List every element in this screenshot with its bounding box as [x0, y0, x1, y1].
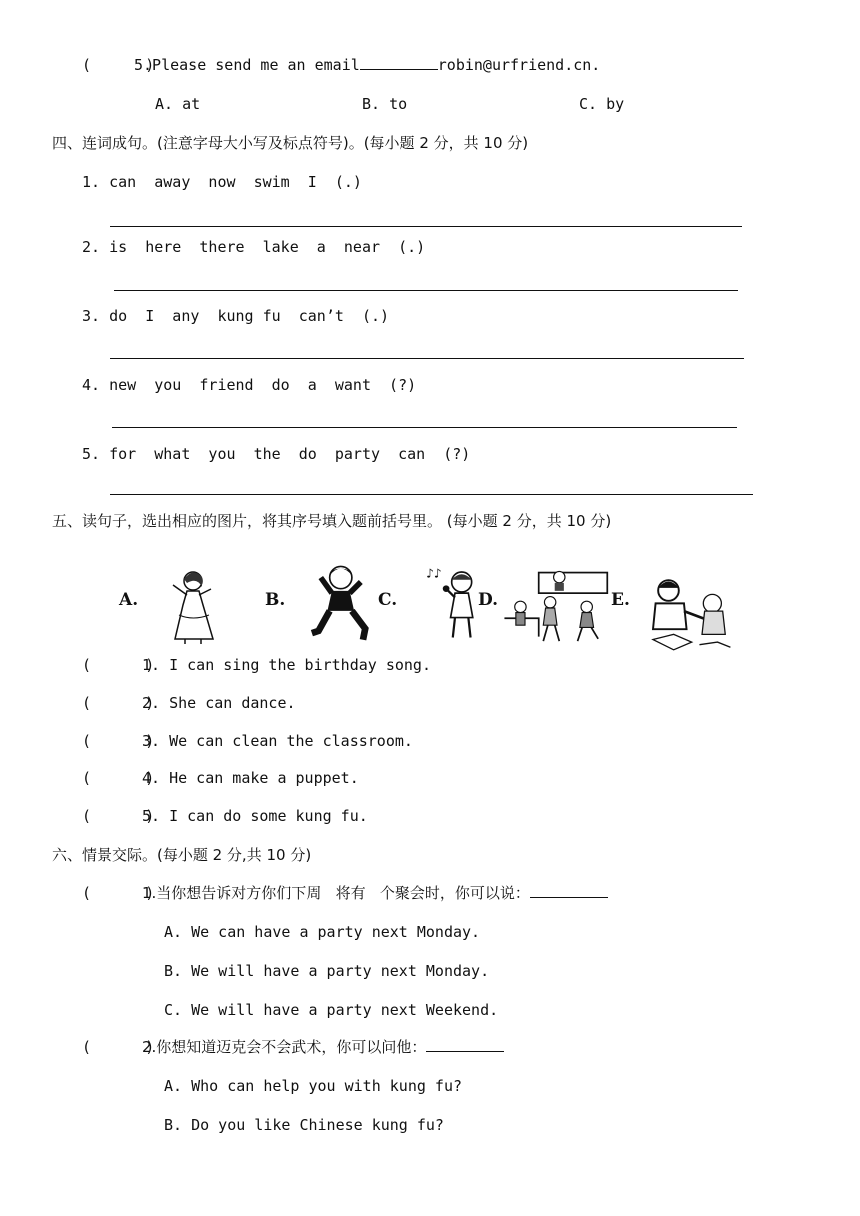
question-1 — [142, 883, 608, 903]
svg-text:♪♪: ♪♪ — [426, 566, 442, 581]
question-2 — [142, 1037, 504, 1057]
answer-paren[interactable]: ( ) — [82, 694, 155, 712]
answer-line[interactable] — [110, 358, 744, 359]
picture-label-a: A. — [119, 590, 139, 610]
question-prompt: 1.当你想告诉对方你们下周 将有 个聚会时，你可以说： — [142, 884, 530, 902]
cleaning-classroom-picture — [497, 568, 617, 648]
option-a[interactable]: A. We can have a party next Monday. — [164, 923, 481, 941]
match-item: 1. I can sing the birthday song. — [142, 656, 431, 674]
match-item: 5. I can do some kung fu. — [142, 807, 368, 825]
answer-blank[interactable] — [530, 883, 608, 898]
section-heading: 五、读句子，选出相应的图片，将其序号填入题前括号里。 (每小题 2 分，共 10 分) — [52, 512, 612, 530]
picture-label-d: D. — [478, 590, 499, 610]
option-b[interactable]: B. Do you like Chinese kung fu? — [164, 1116, 444, 1134]
question-text-tail: robin@urfriend.cn. — [437, 56, 601, 74]
answer-paren[interactable]: ( ) — [82, 884, 155, 902]
word-order-item: 2. is here there lake a near (.) — [82, 238, 426, 256]
question-prompt: 2.你想知道迈克会不会武术，你可以问他： — [142, 1038, 427, 1056]
answer-paren[interactable]: ( ) — [82, 769, 155, 787]
answer-paren[interactable]: ( ) — [82, 807, 155, 825]
making-puppet-picture — [633, 575, 753, 655]
answer-paren[interactable]: ( ) — [82, 1038, 155, 1056]
picture-label-b: B. — [265, 590, 286, 610]
question-text: 5.Please send me an email — [134, 56, 360, 74]
word-order-item: 5. for what you the do party can (?) — [82, 445, 471, 463]
answer-blank[interactable] — [360, 55, 438, 70]
word-order-item: 1. can away now swim I (.) — [82, 173, 362, 191]
section-heading: 六、情景交际。(每小题 2 分,共 10 分) — [52, 846, 312, 864]
answer-paren[interactable]: ( ) — [82, 56, 155, 74]
answer-paren[interactable]: ( ) — [82, 656, 155, 674]
option-a[interactable]: A. at — [155, 95, 201, 113]
option-b[interactable]: B. We will have a party next Monday. — [164, 962, 490, 980]
option-c[interactable]: C. by — [579, 95, 625, 113]
option-b[interactable]: B. to — [362, 95, 408, 113]
answer-line[interactable] — [110, 494, 753, 495]
match-item: 2. She can dance. — [142, 694, 296, 712]
word-order-item: 3. do I any kung fu can’t (.) — [82, 307, 390, 325]
match-item: 3. We can clean the classroom. — [142, 732, 413, 750]
answer-line[interactable] — [110, 226, 742, 227]
dancing-girl-picture — [140, 565, 260, 645]
answer-line[interactable] — [112, 427, 737, 428]
answer-line[interactable] — [114, 290, 738, 291]
option-a[interactable]: A. Who can help you with kung fu? — [164, 1077, 463, 1095]
answer-blank[interactable] — [426, 1037, 504, 1052]
picture-label-c: C. — [378, 590, 398, 610]
picture-label-e: E. — [611, 590, 630, 610]
option-c[interactable]: C. We will have a party next Weekend. — [164, 1001, 499, 1019]
question-5 — [134, 55, 600, 75]
word-order-item: 4. new you friend do a want (?) — [82, 376, 417, 394]
answer-paren[interactable]: ( ) — [82, 732, 155, 750]
section-heading: 四、连词成句。(注意字母大小写及标点符号)。(每小题 2 分，共 10 分) — [52, 134, 529, 152]
match-item: 4. He can make a puppet. — [142, 769, 359, 787]
